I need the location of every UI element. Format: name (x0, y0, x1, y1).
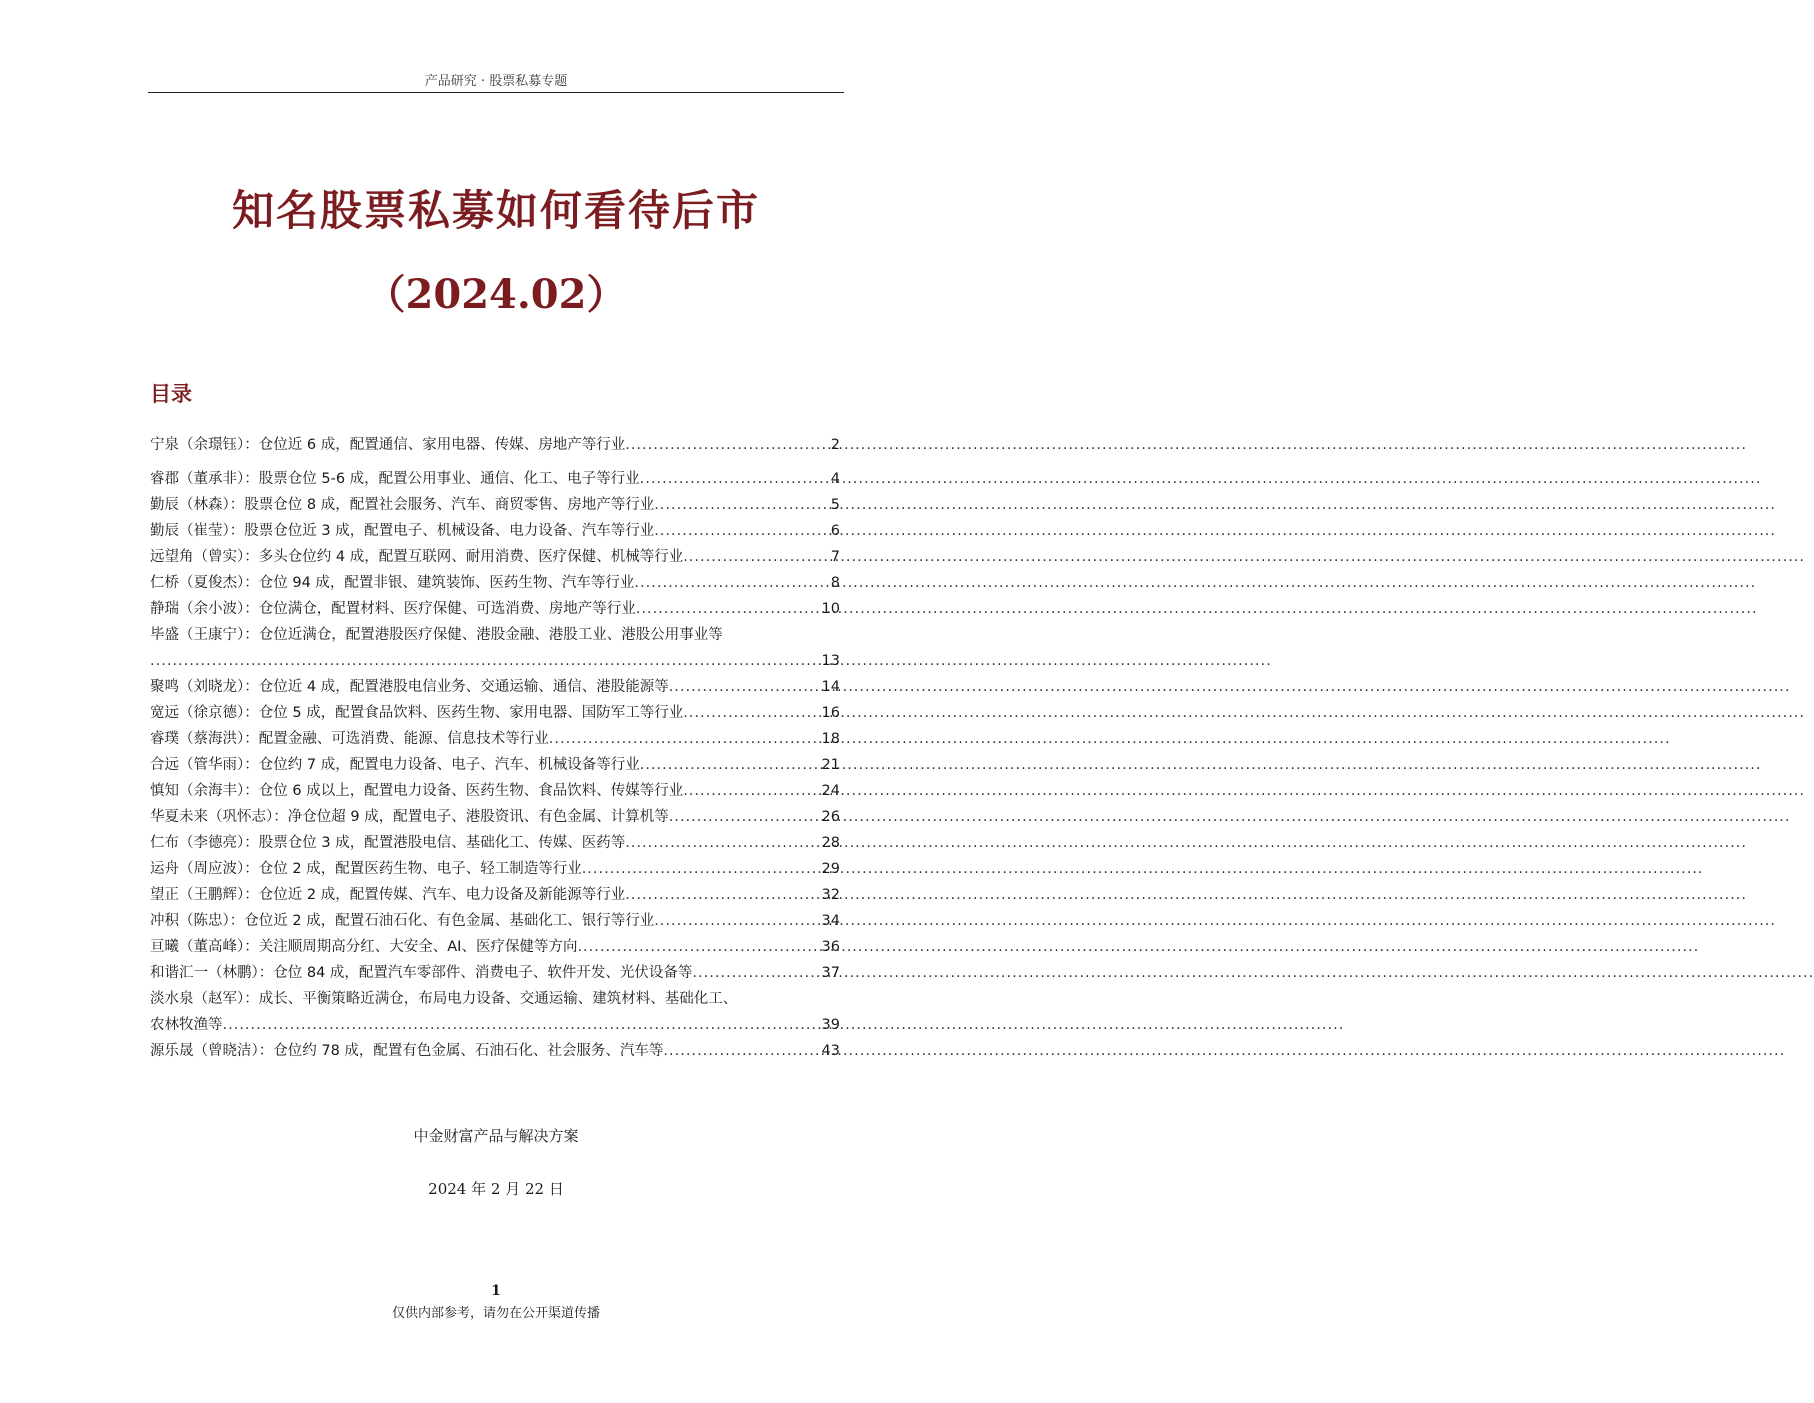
table-of-contents (150, 432, 840, 1064)
toc-entry-page: 8 (830, 575, 840, 591)
toc-entry[interactable] (150, 752, 840, 778)
toc-entry[interactable] (150, 778, 840, 804)
toc-leader (625, 882, 819, 908)
toc-leader (663, 1038, 819, 1064)
toc-entry-title: 冲积（陈忠）：仓位近 2 成，配置石油石化、有色金属、基础化工、银行等行业 (150, 913, 655, 929)
toc-entry[interactable] (150, 700, 840, 726)
toc-entry-title: 源乐晟（曾晓洁）：仓位约 78 成，配置有色金属、石油石化、社会服务、汽车等 (150, 1043, 664, 1059)
toc-entry[interactable] (150, 544, 840, 570)
toc-leader (654, 492, 829, 518)
toc-entry-page: 18 (821, 731, 840, 747)
toc-entry-title: 淡水泉（赵军）：成长、平衡策略近满仓，布局电力设备、交通运输、建筑材料、基础化工、 (150, 991, 738, 1007)
toc-entry[interactable] (150, 960, 840, 986)
toc-entry[interactable] (150, 830, 840, 856)
toc-entry-page: 28 (821, 835, 840, 851)
disclaimer: 仅供内部参考，请勿在公开渠道传播 (391, 1306, 600, 1321)
document-title: 知名股票私募如何看待后市 (231, 186, 760, 235)
toc-leader (223, 1012, 820, 1038)
toc-entry-title: 运舟（周应波）：仓位 2 成，配置医药生物、电子、轻工制造等行业 (150, 861, 582, 877)
toc-leader (577, 934, 819, 960)
toc-entry-page: 10 (821, 601, 840, 617)
page-header: 产品研究 · 股票私募专题 (424, 74, 568, 89)
toc-entry-title: 聚鸣（刘晓龙）：仓位近 4 成，配置港股电信业务、交通运输、通信、港股能源等 (150, 679, 669, 695)
toc-entry[interactable] (150, 934, 840, 960)
publisher: 中金财富产品与解决方案 (413, 1127, 579, 1145)
toc-leader (640, 752, 820, 778)
toc-leader (683, 700, 819, 726)
header-divider (148, 92, 844, 93)
toc-entry-page: 16 (821, 705, 840, 721)
toc-entry[interactable] (150, 804, 840, 830)
toc-entry-page: 34 (821, 913, 840, 929)
toc-entry-page: 32 (821, 887, 840, 903)
toc-entry[interactable] (150, 596, 840, 622)
toc-entry[interactable] (150, 570, 840, 596)
toc-entry[interactable] (150, 726, 840, 752)
toc-entry-page: 37 (821, 965, 840, 981)
toc-entry-page: 29 (821, 861, 840, 877)
toc-entry[interactable] (150, 1038, 840, 1064)
toc-entry[interactable] (150, 432, 840, 458)
toc-leader (683, 544, 829, 570)
toc-entry-title: 望正（王鹏辉）：仓位近 2 成，配置传媒、汽车、电力设备及新能源等行业 (150, 887, 626, 903)
page-number: 1 (491, 1283, 501, 1299)
toc-entry-page: 24 (821, 783, 840, 799)
toc-entry[interactable] (150, 622, 840, 674)
toc-entry-title: 毕盛（王康宁）：仓位近满仓，配置港股医疗保健、港股金融、港股工业、港股公用事业等 (150, 627, 723, 643)
toc-entry-title: 合远（管华雨）：仓位约 7 成，配置电力设备、电子、汽车、机械设备等行业 (150, 757, 640, 773)
toc-entry-page: 6 (830, 523, 840, 539)
toc-leader (692, 960, 819, 986)
toc-entry-page: 7 (830, 549, 840, 565)
toc-leader (669, 804, 820, 830)
publish-date: 2024 年 2 月 22 日 (428, 1180, 564, 1198)
toc-entry-title: 睿郡（董承非）：股票仓位 5-6 成，配置公用事业、通信、化工、电子等行业 (150, 471, 640, 487)
toc-entry-title: 勤辰（林森）：股票仓位 8 成，配置社会服务、汽车、商贸零售、房地产等行业 (150, 497, 655, 513)
toc-entry-title: 华夏未来（巩怀志）：净仓位超 9 成，配置电子、港股资讯、有色金属、计算机等 (150, 809, 669, 825)
toc-entry-title: 亘曦（董高峰）：关注顺周期高分红、大安全、AI、医疗保健等方向 (150, 939, 578, 955)
toc-entry-title: 和谐汇一（林鹏）：仓位 84 成，配置汽车零部件、消费电子、软件开发、光伏设备等 (150, 965, 693, 981)
toc-leader (654, 518, 829, 544)
toc-entry-title: 远望角（曾实）：多头仓位约 4 成，配置互联网、耐用消费、医疗保健、机械等行业 (150, 549, 684, 565)
document-subtitle: （2024.02） (365, 271, 627, 318)
toc-entry-title: 宽远（徐京德）：仓位 5 成，配置食品饮料、医药生物、家用电器、国防军工等行业 (150, 705, 684, 721)
toc-entry-title: 仁桥（夏俊杰）：仓位 94 成，配置非银、建筑装饰、医药生物、汽车等行业 (150, 575, 635, 591)
toc-entry-page: 2 (830, 437, 840, 453)
toc-leader (549, 726, 820, 752)
toc-leader (625, 432, 829, 458)
toc-leader (654, 908, 819, 934)
toc-entry[interactable] (150, 908, 840, 934)
toc-entry-title: 睿璞（蔡海洪）：配置金融、可选消费、能源、信息技术等行业 (150, 731, 549, 747)
toc-leader (669, 674, 820, 700)
toc-entry-title: 宁泉（余璟钰）：仓位近 6 成，配置通信、家用电器、传媒、房地产等行业 (150, 437, 626, 453)
toc-entry-title: 仁布（李德亮）：股票仓位 3 成，配置港股电信、基础化工、传媒、医药等 (150, 835, 626, 851)
toc-leader (150, 648, 820, 674)
toc-entry[interactable] (150, 492, 840, 518)
toc-entry-title: 慎知（余海丰）：仓位 6 成以上，配置电力设备、医药生物、食品饮料、传媒等行业 (150, 783, 684, 799)
toc-entry[interactable] (150, 856, 840, 882)
toc-entry-title: 勤辰（崔莹）：股票仓位近 3 成，配置电子、机械设备、电力设备、汽车等行业 (150, 523, 655, 539)
toc-entry-page: 4 (830, 471, 840, 487)
toc-leader (683, 778, 819, 804)
toc-entry-page: 26 (821, 809, 840, 825)
toc-leader (636, 596, 820, 622)
toc-entry[interactable] (150, 882, 840, 908)
toc-entry-page: 5 (830, 497, 840, 513)
toc-leader (625, 830, 819, 856)
toc-heading: 目录 (150, 382, 192, 406)
toc-entry[interactable] (150, 986, 840, 1038)
toc-entry-page: 21 (821, 757, 840, 773)
toc-entry-page: 43 (821, 1043, 840, 1059)
toc-entry-title: 静瑞（余小波）：仓位满仓，配置材料、医疗保健、可选消费、房地产等行业 (150, 601, 636, 617)
toc-entry-page: 39 (821, 1017, 840, 1033)
toc-entry[interactable] (150, 466, 840, 492)
toc-leader (640, 466, 829, 492)
toc-entry-page: 36 (821, 939, 840, 955)
toc-entry[interactable] (150, 518, 840, 544)
toc-entry-page: 13 (821, 653, 840, 669)
toc-entry[interactable] (150, 674, 840, 700)
toc-leader (582, 856, 820, 882)
toc-entry-page: 14 (821, 679, 840, 695)
toc-entry-title-continued: 农林牧渔等 (150, 1017, 223, 1033)
toc-leader (634, 570, 828, 596)
